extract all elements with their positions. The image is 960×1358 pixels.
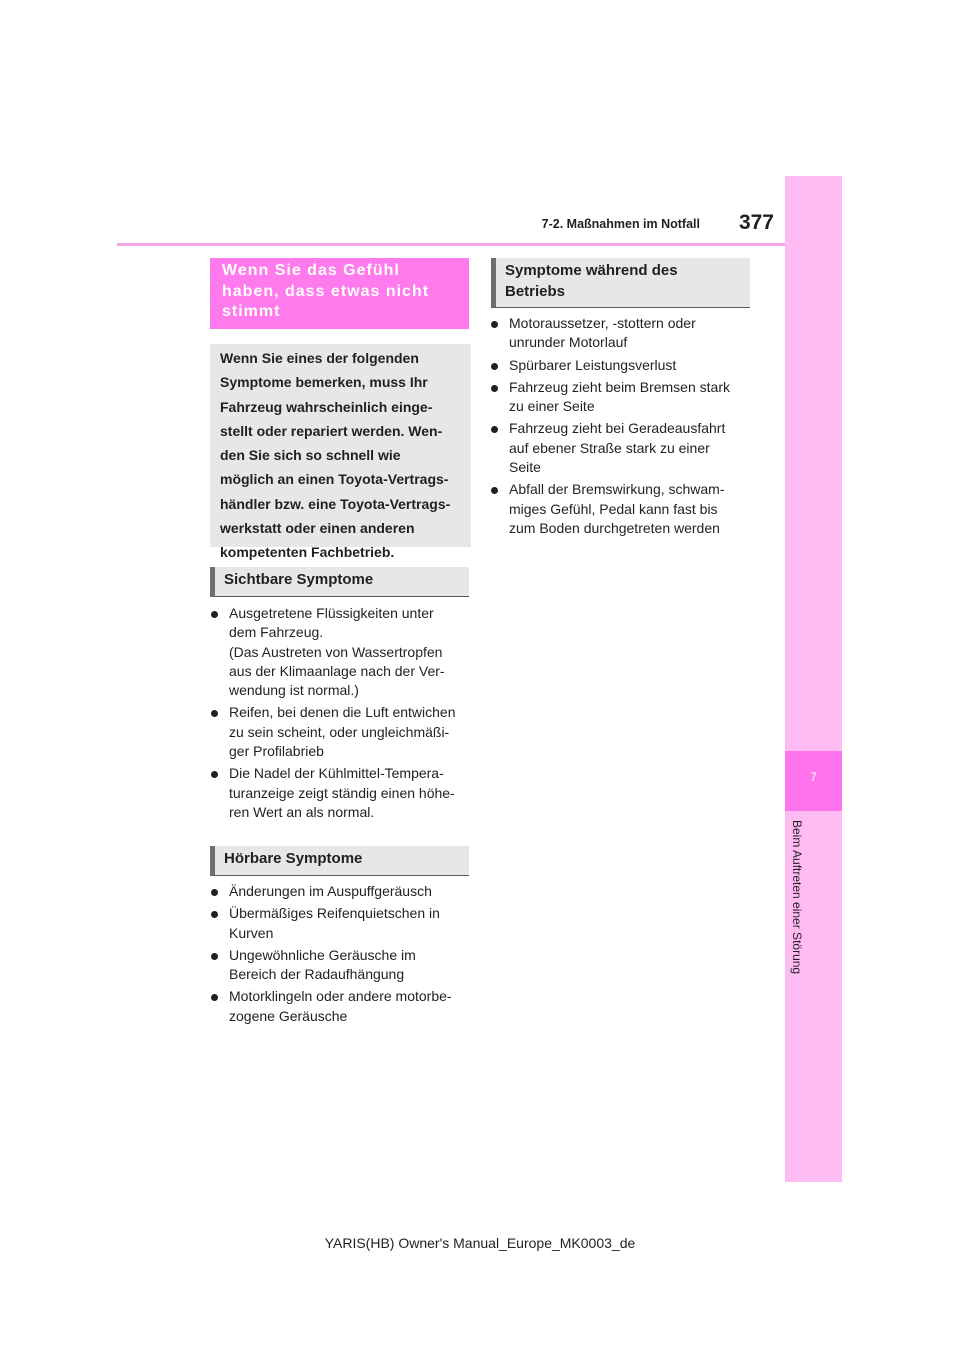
visible-symptoms-title: Sichtbare Symptome — [224, 571, 374, 588]
intro-note-line: Fahrzeug wahrscheinlich einge- — [220, 398, 433, 415]
list-item: Abfall der Bremswirkung, schwam- miges Gefühl, Pedal kann fast bis zum Boden durchgetreten werden — [491, 480, 753, 538]
section-label: 7-2. Maßnahmen im Notfall — [541, 217, 700, 231]
list-item: Fahrzeug zieht beim Bremsen stark zu einer Seite — [491, 378, 753, 417]
topic-heading-line: stimmt — [222, 303, 281, 320]
topic-heading-line: haben, dass etwas nicht — [222, 282, 430, 300]
chapter-side-strip — [785, 176, 842, 1182]
intro-note-line: möglich an einen Toyota-Vertrags- — [220, 471, 449, 488]
footer-manual-id: YARIS(HB) Owner's Manual_Europe_MK0003_de — [324, 1235, 636, 1251]
operating-symptoms-heading — [491, 258, 750, 308]
bullet-icon — [211, 994, 218, 1001]
chapter-number: 7 — [810, 770, 817, 784]
list-item: Ungewöhnliche Geräusche im Bereich der Radaufhängung — [211, 946, 469, 985]
bullet-icon — [491, 385, 498, 392]
list-item: Motoraussetzer, -stottern oder unrunder Motorlauf — [491, 314, 753, 353]
intro-note — [210, 344, 471, 561]
page-number: 377 — [738, 211, 774, 234]
header-rule — [117, 243, 785, 246]
chapter-title: Beim Auftreten einer Störung — [790, 820, 804, 975]
intro-note-line: kompetenten Fachbetrieb. — [220, 544, 395, 561]
list-item: Fahrzeug zieht bei Geradeausfahrt auf ebener Straße stark zu einer Seite — [491, 419, 753, 477]
intro-note-line: Wenn Sie eines der folgenden — [220, 350, 419, 366]
topic-heading — [210, 258, 469, 329]
intro-note-line: werkstatt oder einen anderen — [220, 520, 415, 537]
list-item: Die Nadel der Kühlmittel-Tempera- turanzeige zeigt ständig einen höhe- ren Wert an als normal. — [211, 764, 469, 822]
audible-symptoms-title: Hörbare Symptome — [224, 850, 363, 867]
bullet-icon — [211, 953, 218, 960]
list-item: Motorklingeln oder andere motorbe- zogene Geräusche — [211, 987, 469, 1026]
list-item: Spürbarer Leistungsverlust — [491, 356, 753, 375]
bullet-icon — [211, 771, 218, 778]
intro-note-line: den Sie sich so schnell wie — [220, 447, 401, 464]
bullet-icon — [491, 426, 498, 433]
bullet-icon — [211, 611, 218, 618]
list-item: Übermäßiges Reifenquietschen in Kurven — [211, 904, 469, 943]
operating-symptoms-list — [491, 314, 753, 541]
bullet-icon — [491, 321, 498, 328]
bullet-icon — [491, 363, 498, 370]
bullet-icon — [211, 911, 218, 918]
intro-note-line: stellt oder repariert werden. Wen- — [220, 422, 443, 439]
intro-note-line: Symptome bemerken, muss Ihr — [220, 374, 428, 391]
audible-symptoms-list — [211, 882, 469, 1029]
operating-symptoms-title-line: Betriebs — [505, 283, 566, 300]
operating-symptoms-title-line: Symptome während des — [505, 262, 678, 279]
audible-symptoms-heading — [210, 846, 469, 876]
visible-symptoms-heading — [210, 567, 469, 597]
visible-symptoms-list — [211, 604, 469, 825]
bullet-icon — [491, 487, 498, 494]
bullet-icon — [211, 710, 218, 717]
intro-note-line: händler bzw. eine Toyota-Vertrags- — [220, 495, 451, 512]
list-item: Ausgetretene Flüssigkeiten unter dem Fahrzeug. (Das Austreten von Wassertropfen aus der Klimaanlage nach der Ver- wendung ist normal.) — [211, 604, 469, 700]
list-item: Reifen, bei denen die Luft entwichen zu sein scheint, oder ungleichmäßi- ger Profilabrieb — [211, 703, 469, 761]
list-item: Änderungen im Auspuffgeräusch — [211, 882, 469, 901]
topic-heading-line: Wenn Sie das Gefühl — [222, 262, 400, 279]
bullet-icon — [211, 889, 218, 896]
